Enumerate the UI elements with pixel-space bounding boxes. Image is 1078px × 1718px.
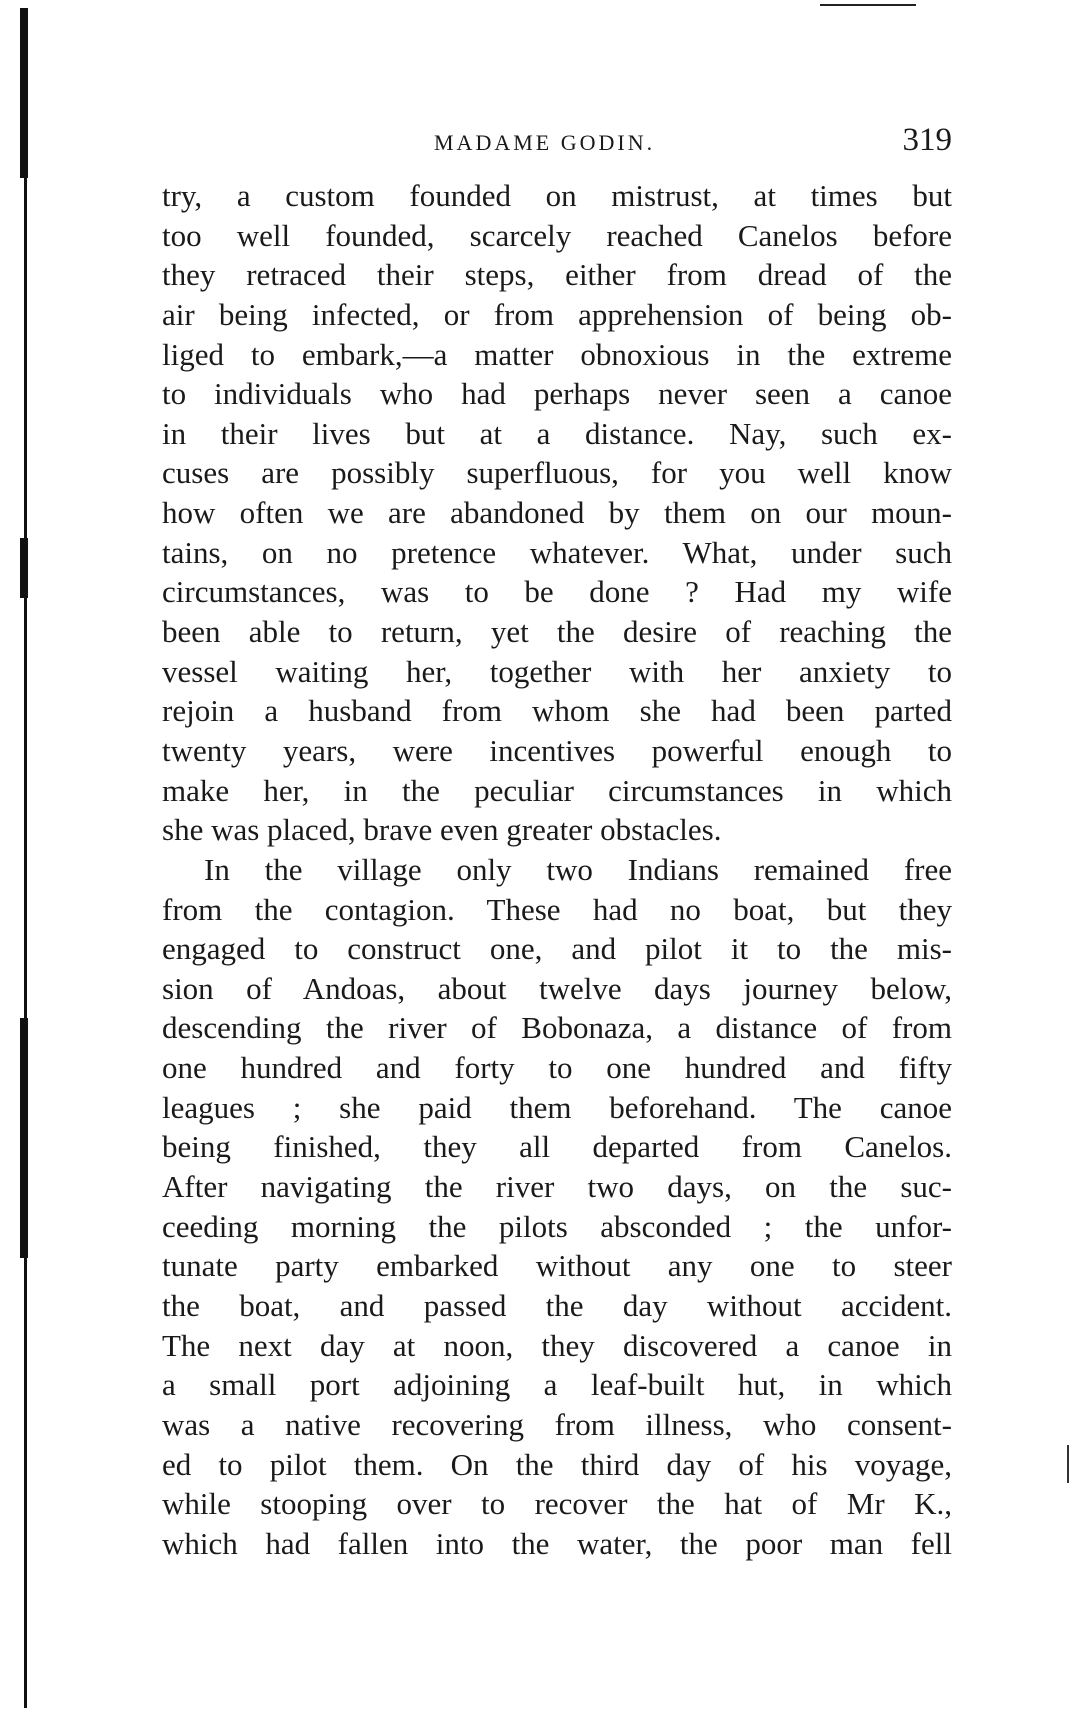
gutter-shadow-segment	[24, 598, 27, 1018]
text-line: to individuals who had perhaps never seen a canoe	[162, 376, 952, 412]
text-line: was a native recovering from illness, who consent-	[162, 1406, 952, 1442]
top-rule	[820, 4, 916, 6]
text-line: sion of Andoas, about twelve days journey below,	[162, 970, 952, 1006]
page-number: 319	[902, 122, 952, 158]
text-line: ceeding morning the pilots absconded ; the unfor-	[162, 1208, 952, 1244]
text-line: rejoin a husband from whom she had been parted	[162, 693, 952, 729]
running-title: MADAME GODIN.	[434, 130, 656, 155]
gutter-shadow-segment	[24, 1258, 27, 1708]
edge-mark	[1067, 1445, 1069, 1483]
gutter-shadow-segment	[20, 8, 28, 178]
gutter-shadow-segment	[24, 178, 27, 538]
text-line: a small port adjoining a leaf-built hut, in which	[162, 1367, 952, 1403]
text-line: descending the river of Bobonaza, a distance of from	[162, 1010, 952, 1046]
text-line: liged to embark,—a matter obnoxious in the extreme	[162, 336, 952, 372]
text-line: tains, on no pretence whatever. What, under such	[162, 534, 952, 570]
text-line: one hundred and forty to one hundred and fifty	[162, 1050, 952, 1086]
text-line: how often we are abandoned by them on our moun-	[162, 495, 952, 531]
gutter-shadow-segment	[20, 538, 28, 598]
text-line: make her, in the peculiar circumstances in which	[162, 772, 952, 808]
text-line: been able to return, yet the desire of reaching the	[162, 614, 952, 650]
body-text	[162, 176, 952, 1563]
text-line: leagues ; she paid them beforehand. The canoe	[162, 1089, 952, 1125]
text-line: being finished, they all departed from Canelos.	[162, 1129, 952, 1165]
text-line: vessel waiting her, together with her anxiety to	[162, 653, 952, 689]
text-line: The next day at noon, they discovered a canoe in	[162, 1327, 952, 1363]
text-line: they retraced their steps, either from dread of the	[162, 257, 952, 293]
paragraph-end-line: she was placed, brave even greater obstacles.	[162, 812, 722, 848]
text-line: tunate party embarked without any one to steer	[162, 1248, 952, 1284]
text-line: in their lives but at a distance. Nay, such ex-	[162, 415, 952, 451]
text-line: air being infected, or from apprehension of being ob-	[162, 296, 952, 332]
text-line: try, a custom founded on mistrust, at times but	[162, 178, 952, 213]
text-line: After navigating the river two days, on the suc-	[162, 1169, 952, 1205]
gutter-shadow-segment	[20, 1018, 28, 1258]
text-line: circumstances, was to be done ? Had my wife	[162, 574, 952, 610]
text-line: from the contagion. These had no boat, but they	[162, 891, 952, 927]
text-line: while stooping over to recover the hat of Mr K.,	[162, 1486, 952, 1522]
text-line: ed to pilot them. On the third day of his voyage,	[162, 1446, 952, 1482]
text-line: engaged to construct one, and pilot it to the mis-	[162, 931, 952, 967]
text-line: cuses are possibly superfluous, for you well know	[162, 455, 952, 491]
text-line: which had fallen into the water, the poor man fell	[162, 1525, 952, 1561]
page-header	[162, 122, 952, 162]
text-line: twenty years, were incentives powerful enough to	[162, 732, 952, 768]
text-line: the boat, and passed the day without accident.	[162, 1287, 952, 1323]
binding-gutter	[14, 8, 36, 1708]
paragraph-start-line: In the village only two Indians remained free	[204, 851, 952, 887]
text-line: too well founded, scarcely reached Canelos before	[162, 217, 952, 253]
